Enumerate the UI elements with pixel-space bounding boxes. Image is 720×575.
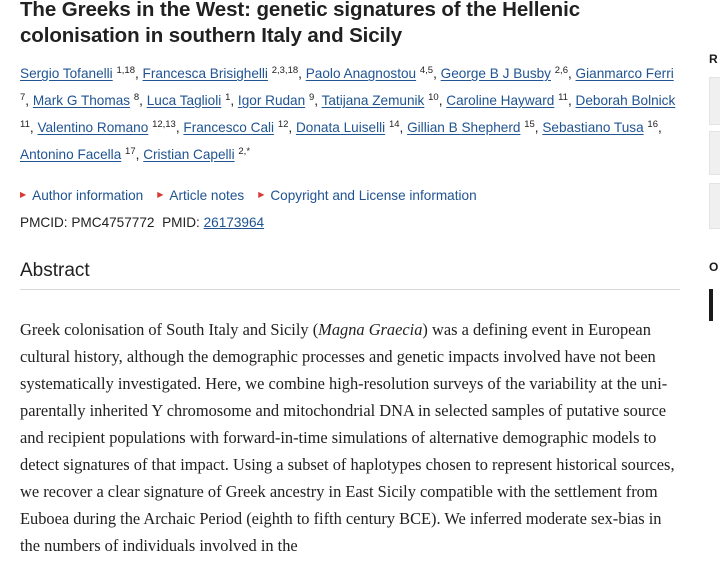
author-link[interactable]: Cristian Capelli: [143, 147, 235, 162]
author-separator: ,: [433, 66, 441, 81]
note-label: Article notes: [169, 188, 245, 203]
author-separator: ,: [29, 120, 38, 135]
author-link[interactable]: Tatijana Zemunik: [321, 93, 425, 108]
author-affiliation-sup: 12: [277, 119, 289, 130]
article-title: The Greeks in the West: genetic signatures of the Hellenic colonisation in southern Italy and Sicily: [20, 0, 580, 47]
author-separator: ,: [230, 93, 238, 108]
author-link[interactable]: Mark G Thomas: [32, 93, 131, 108]
author-link[interactable]: Igor Rudan: [237, 93, 306, 108]
abstract-text-part: Greek colonisation of South Italy and Sicily (: [20, 320, 319, 339]
author-separator: ,: [314, 93, 322, 108]
article-notes-toggle[interactable]: [157, 186, 244, 206]
author-affiliation-sup: 12,13: [152, 119, 176, 130]
author-separator: ,: [135, 147, 144, 162]
pmid-link[interactable]: 26173964: [203, 215, 265, 230]
author-affiliation-sup: 16: [647, 119, 658, 130]
author-list: [20, 60, 680, 168]
triangle-right-icon: ▶: [157, 190, 164, 199]
author-link[interactable]: Sebastiano Tusa: [542, 120, 644, 135]
right-sidebar: [709, 0, 720, 553]
author-link[interactable]: George B J Busby: [440, 66, 551, 81]
article-notes-bar: [20, 186, 680, 206]
author-affiliation-sup: 2,6: [554, 65, 568, 76]
author-separator: ,: [567, 66, 576, 81]
author-link[interactable]: Gianmarco Ferri: [575, 66, 674, 81]
pmcid-label: PMCID:: [20, 215, 68, 230]
author-affiliation-sup: 10: [428, 92, 439, 103]
author-separator: ,: [175, 120, 184, 135]
abstract-heading: Abstract: [20, 258, 680, 290]
author-link[interactable]: Valentino Romano: [37, 120, 149, 135]
author-affiliation-sup: 9: [308, 92, 315, 103]
note-label: Author information: [32, 188, 144, 203]
triangle-right-icon: ▶: [258, 190, 265, 199]
author-affiliation-sup: 1,18: [116, 65, 135, 76]
author-separator: ,: [288, 120, 296, 135]
author-separator: ,: [399, 120, 408, 135]
author-separator: ,: [534, 120, 543, 135]
note-label: Copyright and License information: [270, 188, 477, 203]
author-affiliation-sup: 4,5: [419, 65, 434, 76]
author-link[interactable]: Caroline Hayward: [446, 93, 555, 108]
author-separator: ,: [25, 93, 33, 108]
pmid-label: PMID:: [162, 215, 200, 230]
author-separator: ,: [139, 93, 147, 108]
sidebar-nav-indicator: [709, 289, 713, 321]
triangle-right-icon: ▶: [20, 190, 27, 199]
author-separator: ,: [567, 93, 576, 108]
author-link[interactable]: Paolo Anagnostou: [305, 66, 417, 81]
author-separator: ,: [134, 66, 143, 81]
author-separator: ,: [298, 66, 306, 81]
sidebar-button[interactable]: [709, 183, 720, 229]
author-link[interactable]: Luca Taglioli: [146, 93, 222, 108]
author-affiliation-sup: 15: [524, 119, 535, 130]
author-affiliation-sup: 11: [558, 92, 568, 103]
author-affiliation-sup: 7: [20, 92, 26, 103]
author-affiliation-sup: 1: [225, 92, 231, 103]
author-information-toggle[interactable]: [20, 186, 143, 206]
abstract-text: [20, 316, 682, 559]
author-separator: ,: [438, 93, 447, 108]
author-link[interactable]: Deborah Bolnick: [575, 93, 676, 108]
author-link[interactable]: Francesca Brisighelli: [142, 66, 268, 81]
author-link[interactable]: Francesco Cali: [183, 120, 275, 135]
author-link[interactable]: Sergio Tofanelli: [20, 66, 113, 81]
author-affiliation-sup: 2,*: [238, 146, 251, 157]
sidebar-heading: R: [709, 52, 718, 66]
abstract-italic-term: Magna Graecia: [318, 320, 423, 339]
author-affiliation-sup: 2,3,18: [271, 65, 299, 76]
author-affiliation-sup: 11: [20, 119, 30, 130]
author-link[interactable]: Gillian B Shepherd: [407, 120, 521, 135]
pmcid-value: PMC4757772: [71, 215, 155, 230]
article-ids: [20, 213, 680, 233]
author-affiliation-sup: 17: [125, 146, 136, 157]
author-separator: ,: [658, 120, 662, 135]
author-link[interactable]: Donata Luiselli: [295, 120, 386, 135]
author-affiliation-sup: 8: [133, 92, 140, 103]
author-link[interactable]: Antonino Facella: [20, 147, 122, 162]
author-affiliation-sup: 14: [388, 119, 400, 130]
sidebar-heading: O: [709, 260, 719, 274]
article-main: [20, 0, 680, 575]
sidebar-button[interactable]: [709, 131, 720, 175]
copyright-license-toggle[interactable]: [258, 186, 476, 206]
abstract-text-part: ) was a defining event in European cultural history, although the demographic processes and genetic impacts involved have not been systematically investigated. Here, we combine high-resolution surveys of the variability at the uni-parentally inherited Y chromosome and mitochondrial DNA in selected samples of putative source and recipient populations with forward-in-time simulations of alternative demographic models to detect signatures of that impact. Using a subset of haplotypes chosen to represent historical sources, we recover a clear signature of Greek ancestry in East Sicily compatible with the settlement from Euboea during the Archaic Period (eighth to fifth century BCE). We inferred moderate sex-bias in the numbers of individuals involved in the: [20, 320, 675, 555]
sidebar-button[interactable]: [709, 77, 720, 125]
